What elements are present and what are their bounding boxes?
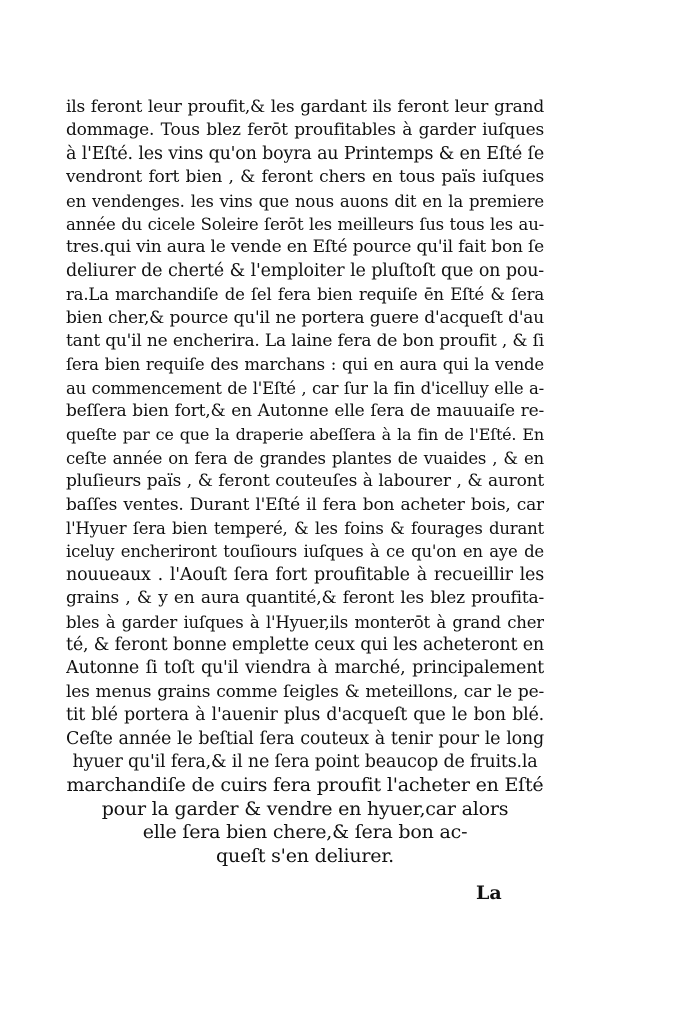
text-line: en vendenges. les vins que nous auons dit en la premiere [66, 191, 544, 211]
text-line: pour la garder & vendre en hyuer,car alors [101, 797, 509, 820]
text-line: bles à garder iuſques à l'Hyuer,ils monterōt à grand cher [66, 612, 544, 632]
text-line: grains , & y en aura quantité,& feront les blez proufita- [66, 588, 544, 609]
text-line: beſſera bien fort,& en Autonne elle ſera de mauuaiſe re- [66, 401, 544, 422]
text-line: dommage. Tous blez ferōt proufitables à garder iuſques [66, 120, 544, 141]
text-line: pluſieurs païs , & feront couteuſes à labourer , & auront [66, 471, 544, 492]
text-line: tant qu'il ne encherira. La laine fera de bon proufit , & ſi [66, 330, 544, 351]
catchword: La [476, 882, 502, 904]
text-line: hyuer qu'il fera,& il ne ſera point beaucop de fruits.la [72, 751, 538, 772]
text-line: marchandiſe de cuirs fera proufit l'acheter en Eſté [66, 774, 544, 797]
text-line: ceſte année on fera de grandes plantes de vuaides , & en [66, 448, 544, 468]
body-text [66, 96, 544, 868]
text-line: au commencement de l'Eſté , car ſur la fin d'icelluy elle a- [66, 378, 544, 398]
text-line: nouueaux . l'Aouſt ſera fort proufitable à recueillir les [66, 564, 544, 585]
text-line: tres.qui vin aura le vende en Eſté pource qu'il fait bon ſe [66, 237, 544, 258]
text-line: année du cicele Soleire ſerōt les meilleurs ſus tous les au- [66, 214, 544, 234]
text-line: ſera bien requiſe des marchans : qui en aura qui la vende [66, 355, 544, 375]
text-line: deliurer de cherté & l'emploiter le pluſtoſt que on pou- [66, 260, 544, 281]
text-line: iceluy encheriront touſiours iuſques à ce qu'on en aye de [66, 542, 544, 562]
text-line: té, & feront bonne emplette ceux qui les acheteront en [66, 634, 544, 655]
text-line: ils feront leur proufit,& les gardant ils feront leur grand [66, 97, 544, 117]
text-line: vendront fort bien , & feront chers en tous païs iuſques [66, 167, 544, 188]
text-line: baſſes ventes. Durant l'Eſté il fera bon acheter bois, car [66, 494, 544, 515]
text-line: Autonne ſi toſt qu'il viendra à marché, principalement [66, 658, 544, 679]
text-line: les menus grains comme ſeigles & meteillons, car le pe- [66, 681, 544, 702]
text-line: à l'Eſté. les vins qu'on boyra au Printemps & en Eſté ſe [66, 143, 544, 164]
text-line: bien cher,& pource qu'il ne portera guere d'acqueſt d'au [66, 307, 544, 328]
text-line: tit blé portera à l'auenir plus d'acqueſt que le bon blé. [66, 705, 544, 726]
text-line: Ceſte année le beſtial ſera couteux à tenir pour le long [66, 728, 544, 749]
text-line: l'Hyuer ſera bien temperé, & les foins & fourages durant [66, 519, 544, 539]
text-line: ra.La marchandiſe de ſel fera bien requiſe ēn Eſté & ſera [66, 285, 544, 305]
text-line: elle ſera bien chere,& ſera bon ac- [142, 821, 468, 844]
text-line: queſte par ce que la draperie abeſſera à la fin de l'Eſté. En [66, 425, 544, 445]
text-line: queſt s'en deliurer. [215, 844, 394, 867]
